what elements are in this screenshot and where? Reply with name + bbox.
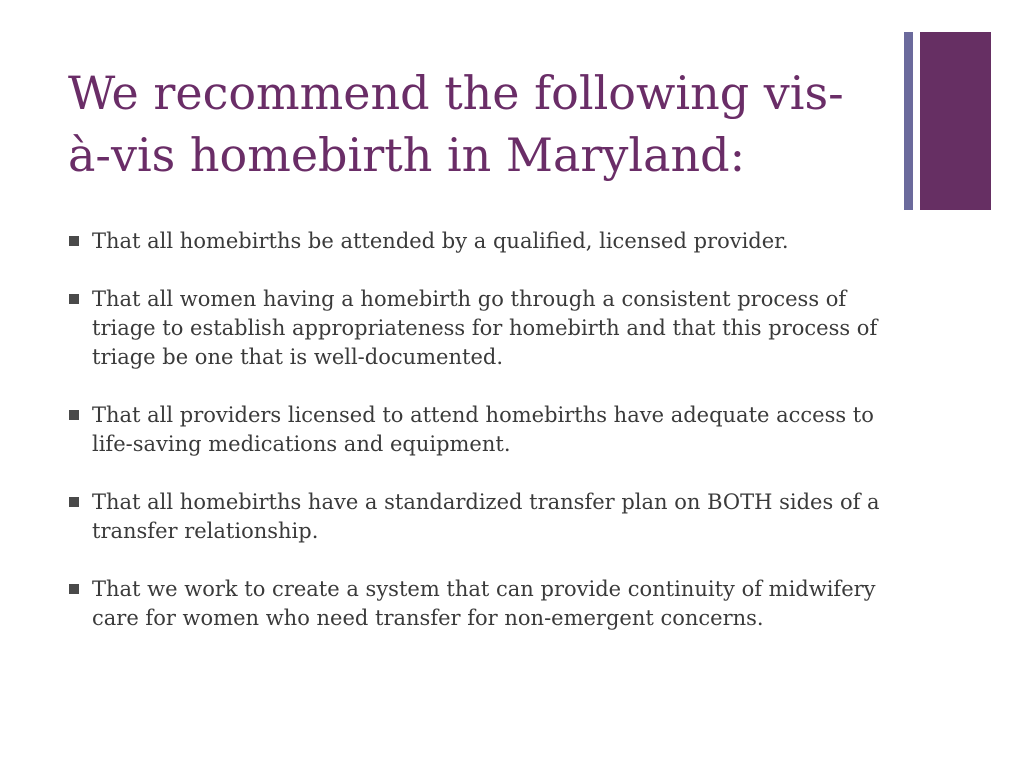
bullet-item-5 xyxy=(68,575,898,633)
bullet-list xyxy=(68,227,898,662)
bullet-text: That all homebirths have a standardized transfer plan on BOTH sides of a transfer relationship. xyxy=(92,490,880,543)
square-bullet-icon xyxy=(69,497,79,507)
bullet-item-2 xyxy=(68,285,898,372)
accent-bar-thick xyxy=(920,32,991,210)
square-bullet-icon xyxy=(69,236,79,246)
accent-bar-thin xyxy=(904,32,913,210)
bullet-text: That all homebirths be attended by a qualified, licensed provider. xyxy=(92,229,789,253)
bullet-text: That all women having a homebirth go through a consistent process of triage to establish appropriateness for homebirth and that this process of triage be one that is well-documented. xyxy=(92,287,878,369)
bullet-item-3 xyxy=(68,401,898,459)
square-bullet-icon xyxy=(69,294,79,304)
slide-title: We recommend the following vis-à-vis homebirth in Maryland: xyxy=(68,66,844,182)
bullet-text: That all providers licensed to attend homebirths have adequate access to life-saving medications and equipment. xyxy=(92,403,874,456)
square-bullet-icon xyxy=(69,584,79,594)
bullet-text: That we work to create a system that can provide continuity of midwifery care for women who need transfer for non-emergent concerns. xyxy=(92,577,876,630)
bullet-item-4 xyxy=(68,488,898,546)
bullet-item-1 xyxy=(68,227,898,256)
square-bullet-icon xyxy=(69,410,79,420)
